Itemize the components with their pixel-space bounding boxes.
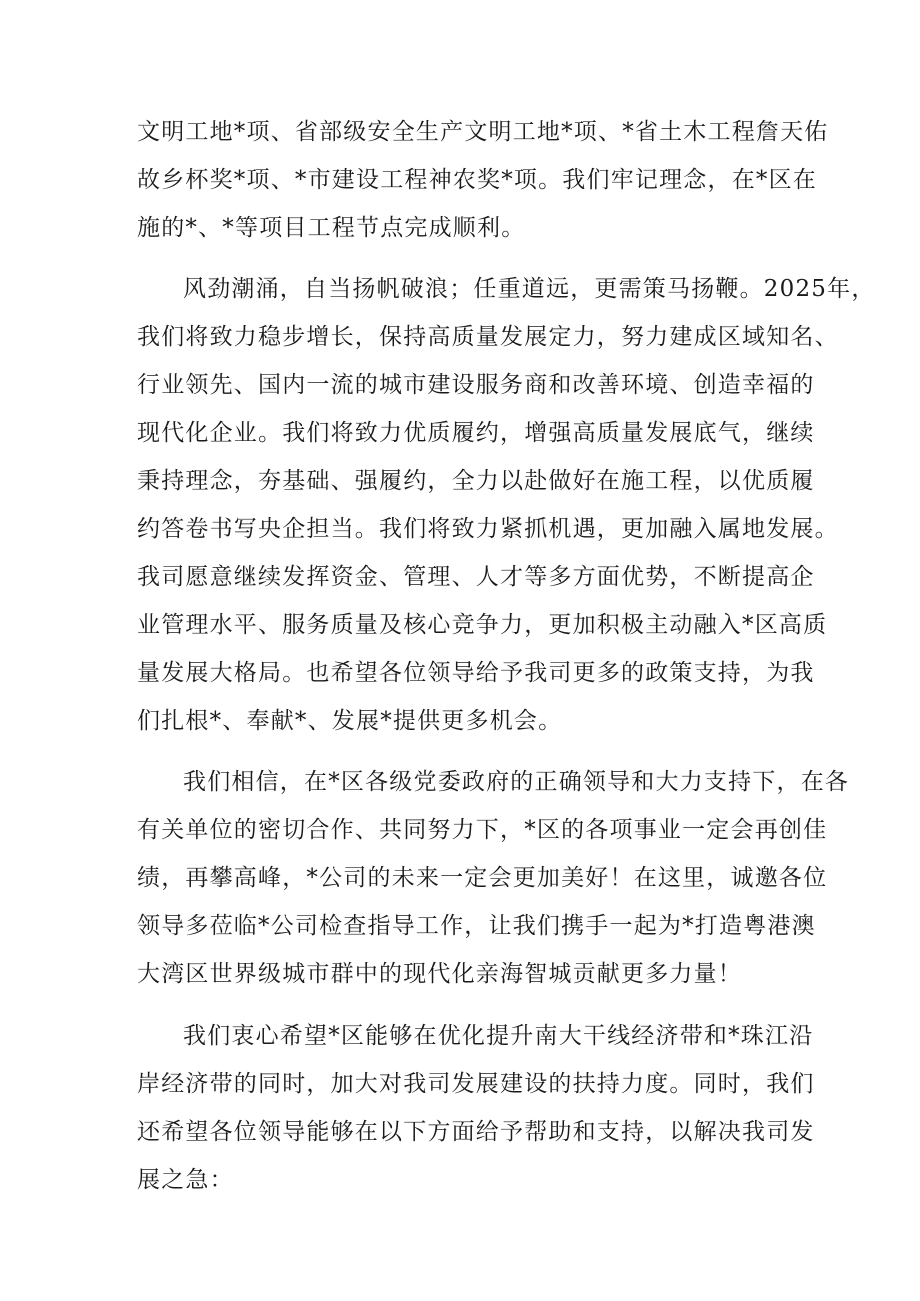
- text-line: 我们衷心希望*区能够在优化提升南大干线经济带和*珠江沿: [183, 1023, 814, 1049]
- text-line: 文明工地*项、省部级安全生产文明工地*项、*省土木工程詹天佑: [137, 119, 829, 145]
- text-line: 业管理水平、服务质量及核心竞争力，更加积极主动融入*区高质: [137, 612, 828, 638]
- text-line: 约答卷书写央企担当。我们将致力紧抓机遇，更加融入属地发展。: [137, 516, 839, 542]
- text-line: 绩，再攀高峰，*公司的未来一定会更加美好！在这里，诚邀各位: [137, 865, 828, 891]
- text-line: 量发展大格局。也希望各位领导给予我司更多的政策支持，为我: [137, 660, 815, 686]
- text-line: 秉持理念，夯基础、强履约，全力以赴做好在施工程，以优质履: [137, 468, 815, 494]
- text-line: 我司愿意继续发挥资金、管理、人才等多方面优势，不断提高企: [137, 564, 815, 590]
- text-line: 大湾区世界级城市群中的现代化亲海智城贡献更多力量！: [137, 961, 742, 987]
- text-line: 故乡杯奖*项、*市建设工程神农奖*项。我们牢记理念，在*区在: [137, 167, 817, 193]
- text-line: 行业领先、国内一流的城市建设服务商和改善环境、创造幸福的: [137, 372, 815, 398]
- text-line: 我们相信，在*区各级党委政府的正确领导和大力支持下，在各: [183, 769, 850, 795]
- text-line: 有关单位的密切合作、共同努力下，*区的各项事业一定会再创佳: [137, 817, 828, 843]
- text-line: 们扎根*、奉献*、发展*提供更多机会。: [137, 708, 563, 734]
- text-line: 还希望各位领导能够在以下方面给予帮助和支持，以解决我司发: [137, 1119, 815, 1145]
- text-line: 现代化企业。我们将致力优质履约，增强高质量发展底气，继续: [137, 420, 815, 446]
- text-line: 我们将致力稳步增长，保持高质量发展定力，努力建成区域知名、: [137, 324, 839, 350]
- text-line: 施的*、*等项目工程节点完成顺利。: [137, 215, 526, 241]
- document-body: [137, 108, 876, 1204]
- paragraph-4: [137, 1012, 815, 1204]
- text-line: 展之急：: [137, 1167, 234, 1193]
- paragraph-1: [137, 108, 829, 252]
- paragraph-3: [137, 758, 850, 998]
- text-line: 领导多莅临*公司检查指导工作，让我们携手一起为*打造粤港澳: [137, 913, 816, 939]
- text-line: 风劲潮涌，自当扬帆破浪；任重道远，更需策马扬鞭。2025年，: [183, 276, 876, 302]
- text-line: 岸经济带的同时，加大对我司发展建设的扶持力度。同时，我们: [137, 1071, 815, 1097]
- paragraph-2: [137, 265, 876, 745]
